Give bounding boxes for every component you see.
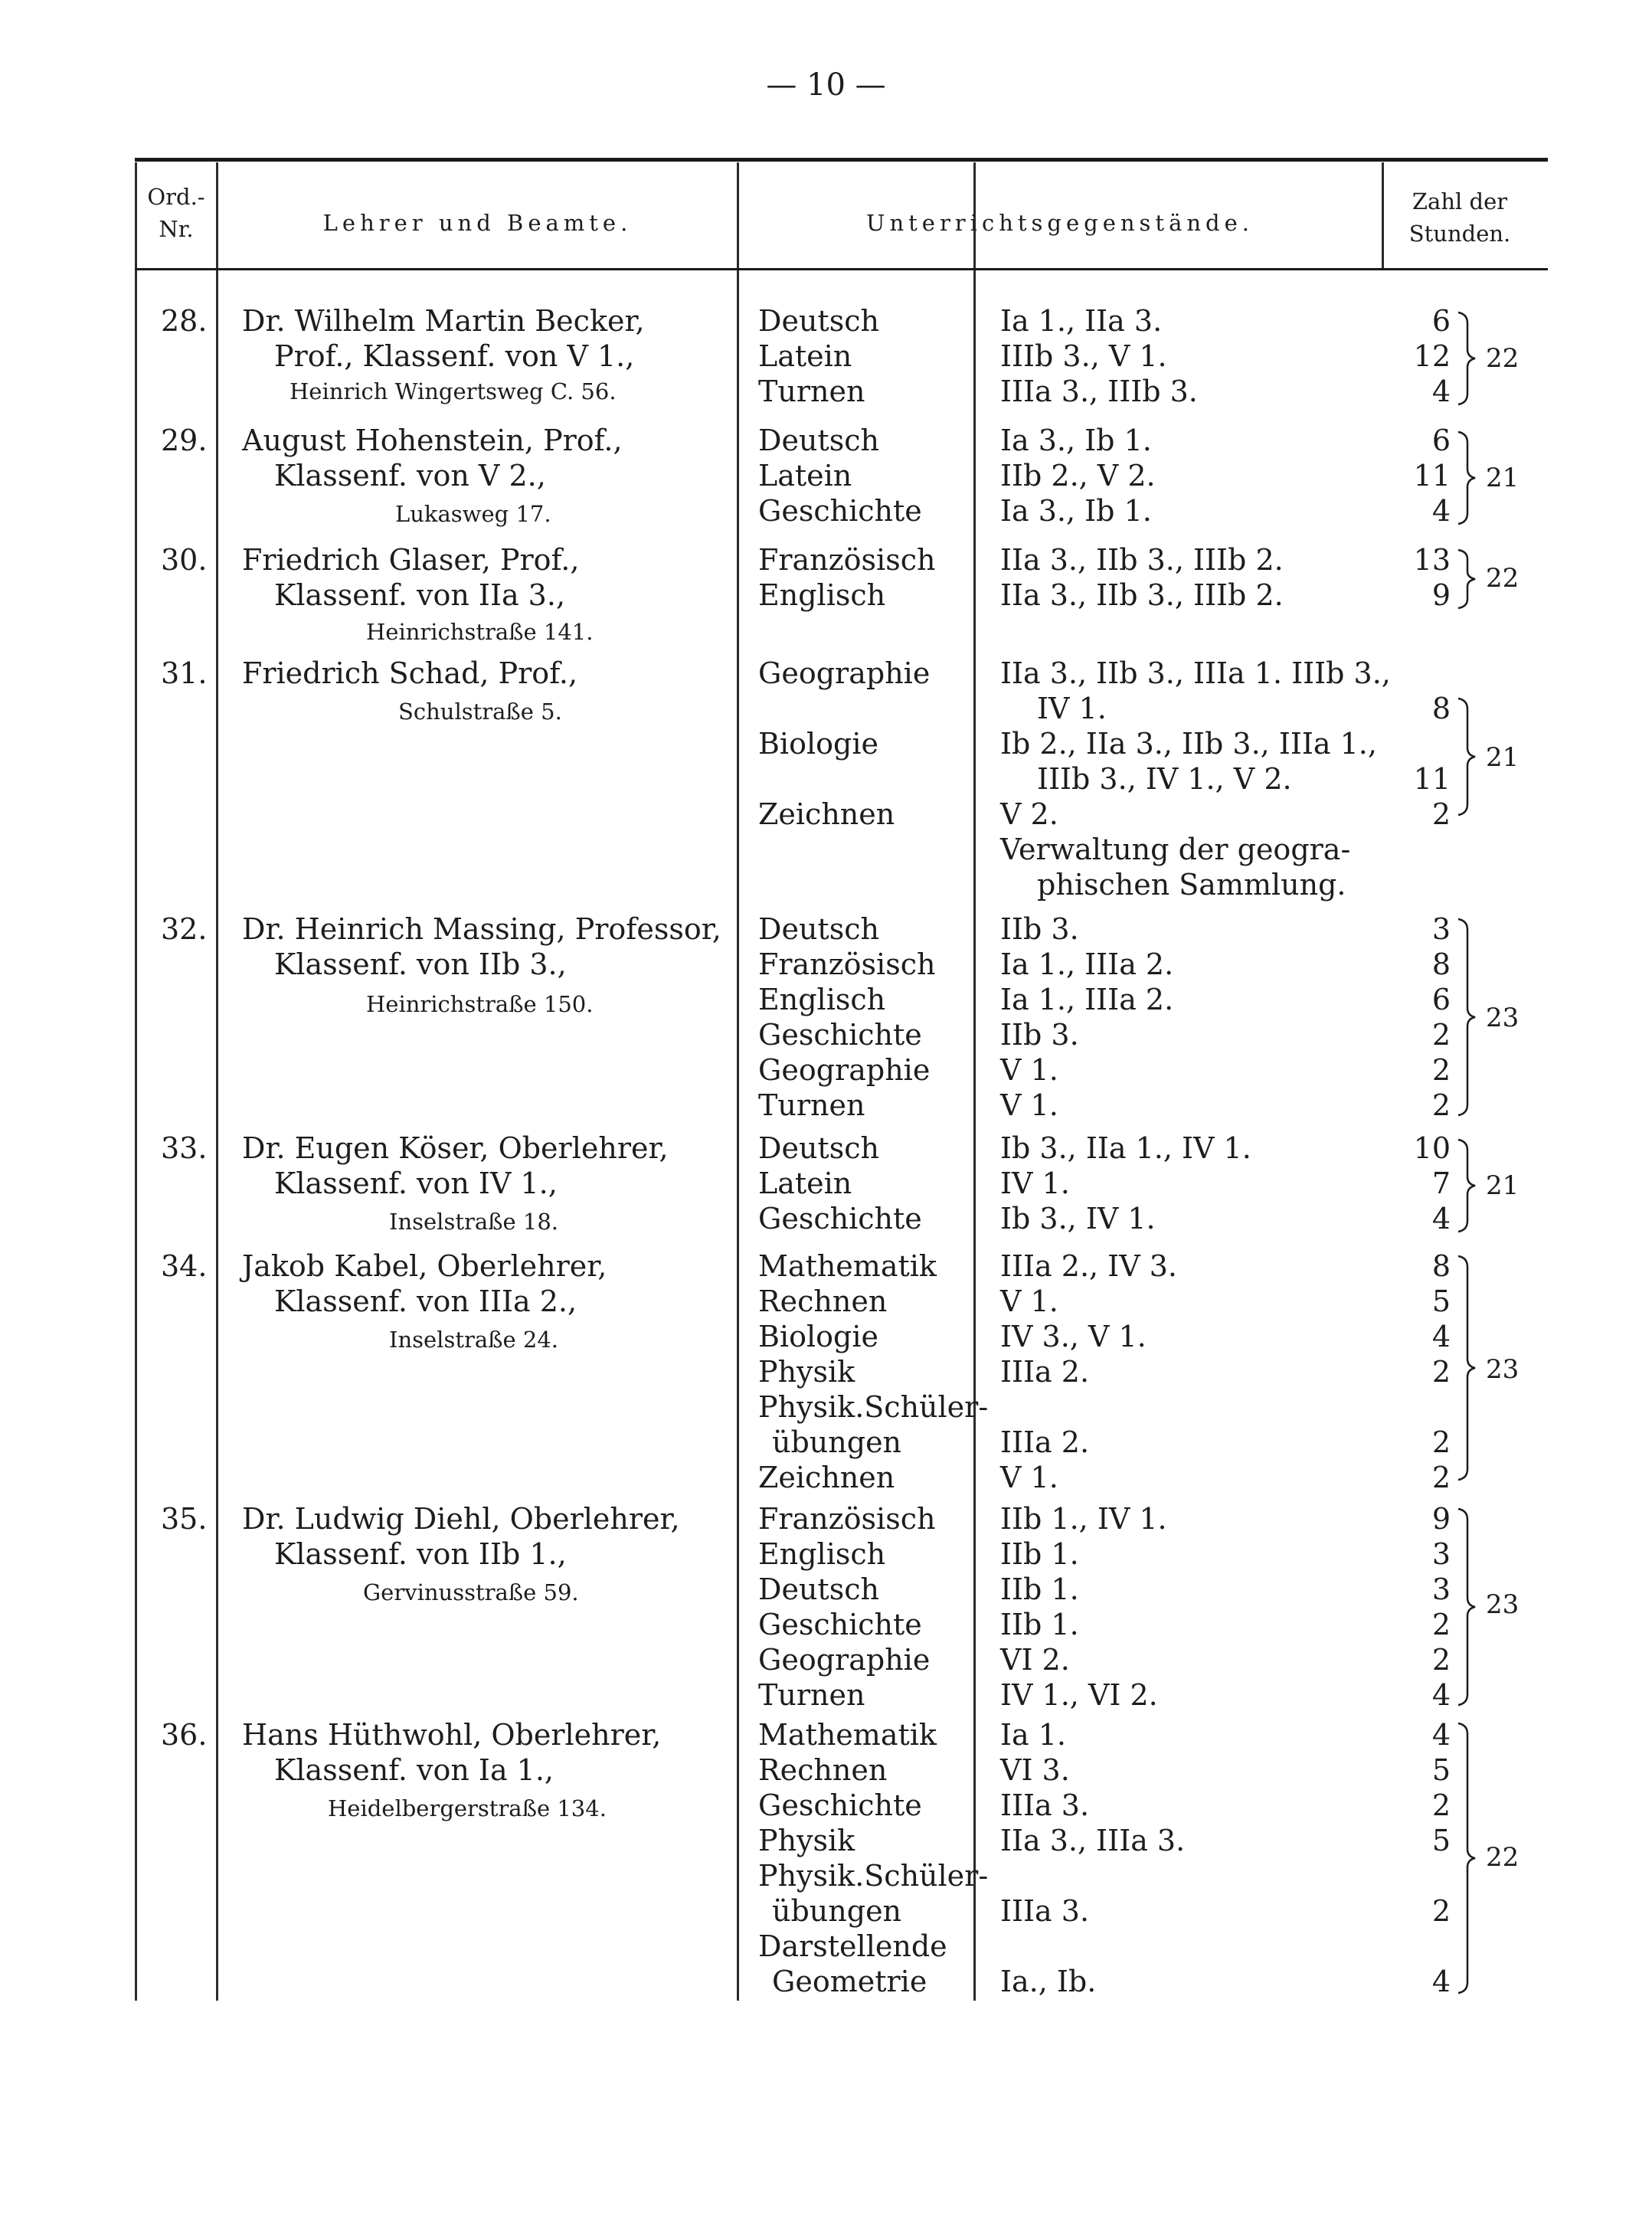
- total-hours: 23: [1486, 1003, 1520, 1033]
- teacher-address: Inselstraße 24.: [389, 1327, 559, 1353]
- page-number: — 10 —: [766, 67, 886, 103]
- hours: 12: [1413, 339, 1451, 373]
- entry-number: 35.: [161, 1502, 208, 1536]
- classes: Ia 1., IIIa 2.: [1000, 947, 1174, 981]
- teacher-title: Klassenf. von Ia 1.,: [274, 1753, 554, 1787]
- hours: 2: [1431, 1053, 1451, 1087]
- subject: Geographie: [758, 656, 931, 690]
- hours: 3: [1431, 912, 1451, 946]
- subject: Latein: [758, 459, 852, 493]
- teacher-title: Prof., Klassenf. von V 1.,: [274, 339, 635, 373]
- classes: V 1.: [1000, 1284, 1058, 1318]
- subject: Geographie: [758, 1643, 931, 1677]
- teacher-address: Gervinusstraße 59.: [363, 1579, 579, 1605]
- top-rule: [135, 158, 1548, 162]
- teacher-name: Dr. Wilhelm Martin Becker,: [242, 304, 645, 338]
- subject: Zeichnen: [758, 1461, 895, 1494]
- subject: Französisch: [758, 1502, 936, 1536]
- teacher-title: Klassenf. von IIIa 2.,: [274, 1284, 577, 1318]
- hours: 8: [1431, 692, 1451, 725]
- teacher-address: Heinrich Wingertsweg C. 56.: [290, 378, 617, 404]
- hours-brace: [1455, 1723, 1478, 1993]
- hours: 6: [1431, 983, 1451, 1016]
- header-ord-nr: [136, 181, 216, 245]
- entry-number: 33.: [161, 1131, 208, 1165]
- classes: IV 3., V 1.: [1000, 1320, 1147, 1353]
- total-hours: 22: [1486, 343, 1520, 374]
- hours: 5: [1431, 1824, 1451, 1857]
- subject: Biologie: [758, 727, 878, 761]
- teacher-title: Klassenf. von IIb 1.,: [274, 1537, 567, 1571]
- subject: Latein: [758, 1167, 852, 1200]
- subject: Englisch: [758, 983, 886, 1016]
- classes: Ia 3., Ib 1.: [1000, 494, 1152, 528]
- subject: Darstellende: [758, 1929, 947, 1963]
- hours: 7: [1431, 1167, 1451, 1200]
- classes: IIIa 2.: [1000, 1355, 1090, 1389]
- subject: Physik.Schüler-: [758, 1390, 989, 1424]
- note: Verwaltung der geogra-: [1000, 833, 1351, 866]
- hours: 9: [1431, 1502, 1451, 1536]
- teacher-name: Friedrich Glaser, Prof.,: [242, 543, 580, 577]
- column-divider-3: [973, 162, 976, 2001]
- hours: 2: [1431, 1355, 1451, 1389]
- subject: Deutsch: [758, 1572, 879, 1606]
- subject: Physik: [758, 1355, 855, 1389]
- classes: V 1.: [1000, 1088, 1058, 1122]
- classes: IIIb 3., IV 1., V 2.: [1037, 762, 1292, 796]
- classes: Ia 1., IIa 3.: [1000, 304, 1163, 338]
- subject: Physik.Schüler-: [758, 1859, 989, 1893]
- classes: IIIa 3.: [1000, 1788, 1090, 1822]
- teacher-name: Jakob Kabel, Oberlehrer,: [242, 1249, 607, 1283]
- classes: Ib 3., IIa 1., IV 1.: [1000, 1131, 1251, 1165]
- classes: IIIa 3.: [1000, 1894, 1090, 1928]
- total-hours: 22: [1486, 563, 1520, 594]
- hours: 4: [1431, 494, 1451, 528]
- teacher-address: Heidelbergerstraße 134.: [328, 1795, 607, 1821]
- hours: 8: [1431, 1249, 1451, 1283]
- total-hours: 21: [1486, 463, 1520, 493]
- subject: Geschichte: [758, 1788, 922, 1822]
- subject: Mathematik: [758, 1249, 937, 1283]
- subject: Englisch: [758, 1537, 886, 1571]
- teacher-address: Heinrichstraße 150.: [366, 991, 594, 1017]
- total-hours: 23: [1486, 1354, 1520, 1385]
- note: phischen Sammlung.: [1037, 868, 1346, 902]
- hours-brace: [1455, 1509, 1478, 1705]
- teacher-title: Klassenf. von IIa 3.,: [274, 578, 566, 612]
- hours: 4: [1431, 1678, 1451, 1712]
- classes: IV 1.: [1000, 1167, 1070, 1200]
- entry-number: 30.: [161, 543, 208, 577]
- hours: 11: [1413, 762, 1451, 796]
- subject: Deutsch: [758, 304, 879, 338]
- hours-brace: [1455, 432, 1478, 524]
- subject: übungen: [772, 1894, 902, 1928]
- classes: IIa 3., IIb 3., IIIb 2.: [1000, 578, 1284, 612]
- subject: Mathematik: [758, 1718, 937, 1752]
- table-border-left: [135, 162, 137, 2001]
- header-ord-line2: Nr.: [159, 216, 194, 242]
- classes: V 1.: [1000, 1053, 1058, 1087]
- hours: 8: [1431, 947, 1451, 981]
- subject: Turnen: [758, 1678, 865, 1712]
- entry-number: 29.: [161, 424, 208, 457]
- classes: IIIa 3., IIIb 3.: [1000, 375, 1198, 408]
- hours: 5: [1431, 1284, 1451, 1318]
- total-hours: 21: [1486, 1170, 1520, 1201]
- total-hours: 21: [1486, 742, 1520, 773]
- classes: V 1.: [1000, 1461, 1058, 1494]
- subject: Turnen: [758, 375, 865, 408]
- hours: 4: [1431, 1965, 1451, 1998]
- classes: Ib 2., IIa 3., IIb 3., IIIa 1.,: [1000, 727, 1377, 761]
- hours: 10: [1413, 1131, 1451, 1165]
- subject: Deutsch: [758, 1131, 879, 1165]
- header-subjects: Unterrichtsgegenstände.: [866, 210, 1254, 236]
- classes: IIb 3.: [1000, 1018, 1079, 1052]
- column-divider-1: [216, 162, 218, 2001]
- subject: Geometrie: [772, 1965, 927, 1998]
- classes: VI 3.: [1000, 1753, 1070, 1787]
- subject: Zeichnen: [758, 797, 895, 831]
- teacher-name: August Hohenstein, Prof.,: [242, 424, 623, 457]
- hours: 13: [1413, 543, 1451, 577]
- header-teachers: Lehrer und Beamte.: [322, 210, 633, 236]
- classes: IIb 1.: [1000, 1608, 1079, 1641]
- subject: Latein: [758, 339, 852, 373]
- classes: IIIa 2., IV 3.: [1000, 1249, 1177, 1283]
- total-hours: 23: [1486, 1589, 1520, 1620]
- classes: IIb 1.: [1000, 1572, 1079, 1606]
- subject: Geschichte: [758, 1608, 922, 1641]
- total-hours: 22: [1486, 1842, 1520, 1873]
- hours: 9: [1431, 578, 1451, 612]
- hours: 2: [1431, 1425, 1451, 1459]
- column-divider-2: [737, 162, 739, 2001]
- subject: Rechnen: [758, 1753, 888, 1787]
- classes: Ia., Ib.: [1000, 1965, 1097, 1998]
- teacher-name: Dr. Eugen Köser, Oberlehrer,: [242, 1131, 669, 1165]
- hours: 3: [1431, 1537, 1451, 1571]
- entry-number: 34.: [161, 1249, 208, 1283]
- hours: 4: [1431, 1718, 1451, 1752]
- entry-number: 28.: [161, 304, 208, 338]
- hours: 2: [1431, 1088, 1451, 1122]
- classes: IV 1., VI 2.: [1000, 1678, 1158, 1712]
- teacher-name: Friedrich Schad, Prof.,: [242, 656, 578, 690]
- classes: Ia 3., Ib 1.: [1000, 424, 1152, 457]
- header-hours: [1383, 185, 1536, 250]
- hours: 2: [1431, 1018, 1451, 1052]
- hours: 4: [1431, 1202, 1451, 1235]
- hours-brace: [1455, 699, 1478, 815]
- teacher-address: Lukasweg 17.: [395, 501, 551, 527]
- hours-brace: [1455, 550, 1478, 608]
- hours: 4: [1431, 375, 1451, 408]
- hours: 2: [1431, 1461, 1451, 1494]
- hours: 2: [1431, 1894, 1451, 1928]
- classes: IV 1.: [1037, 692, 1107, 725]
- hours: 2: [1431, 797, 1451, 831]
- classes: IIb 1.: [1000, 1537, 1079, 1571]
- hours: 3: [1431, 1572, 1451, 1606]
- classes: IIIb 3., V 1.: [1000, 339, 1167, 373]
- subject: Geschichte: [758, 494, 922, 528]
- teacher-address: Inselstraße 18.: [389, 1209, 559, 1235]
- entry-number: 36.: [161, 1718, 208, 1752]
- hours: 2: [1431, 1788, 1451, 1822]
- classes: IIb 1., IV 1.: [1000, 1502, 1167, 1536]
- classes: IIa 3., IIIa 3.: [1000, 1824, 1186, 1857]
- subject: Deutsch: [758, 424, 879, 457]
- subject: übungen: [772, 1425, 902, 1459]
- hours: 2: [1431, 1608, 1451, 1641]
- classes: IIa 3., IIb 3., IIIa 1. IIIb 3.,: [1000, 656, 1391, 690]
- classes: IIIa 2.: [1000, 1425, 1090, 1459]
- hours-brace: [1455, 1140, 1478, 1232]
- hours-brace: [1455, 313, 1478, 404]
- hours-brace: [1455, 919, 1478, 1115]
- subject: Deutsch: [758, 912, 879, 946]
- subject: Turnen: [758, 1088, 865, 1122]
- teacher-name: Dr. Heinrich Massing, Professor,: [242, 912, 721, 946]
- header-rule: [135, 268, 1548, 270]
- teacher-address: Schulstraße 5.: [398, 699, 562, 725]
- subject: Rechnen: [758, 1284, 888, 1318]
- subject: Englisch: [758, 578, 886, 612]
- classes: IIb 2., V 2.: [1000, 459, 1156, 493]
- hours-brace: [1455, 1256, 1478, 1480]
- subject: Geographie: [758, 1053, 931, 1087]
- subject: Geschichte: [758, 1018, 922, 1052]
- classes: IIa 3., IIb 3., IIIb 2.: [1000, 543, 1284, 577]
- subject: Physik: [758, 1824, 855, 1857]
- hours: 5: [1431, 1753, 1451, 1787]
- hours: 6: [1431, 304, 1451, 338]
- hours: 2: [1431, 1643, 1451, 1677]
- header-hours-line2: Stunden.: [1408, 221, 1511, 247]
- teacher-name: Dr. Ludwig Diehl, Oberlehrer,: [242, 1502, 680, 1536]
- classes: IIb 3.: [1000, 912, 1079, 946]
- subject: Biologie: [758, 1320, 878, 1353]
- hours: 6: [1431, 424, 1451, 457]
- header-hours-line1: Zahl der: [1412, 188, 1508, 214]
- entry-number: 31.: [161, 656, 208, 690]
- classes: Ia 1., IIIa 2.: [1000, 983, 1174, 1016]
- subject: Französisch: [758, 543, 936, 577]
- teacher-title: Klassenf. von IIb 3.,: [274, 947, 567, 981]
- hours: 11: [1413, 459, 1451, 493]
- entry-number: 32.: [161, 912, 208, 946]
- header-ord-line1: Ord.-: [147, 184, 205, 210]
- classes: Ia 1.: [1000, 1718, 1067, 1752]
- teacher-title: Klassenf. von IV 1.,: [274, 1167, 558, 1200]
- classes: Ib 3., IV 1.: [1000, 1202, 1156, 1235]
- hours: 4: [1431, 1320, 1451, 1353]
- teacher-name: Hans Hüthwohl, Oberlehrer,: [242, 1718, 662, 1752]
- classes: VI 2.: [1000, 1643, 1070, 1677]
- classes: V 2.: [1000, 797, 1058, 831]
- subject: Französisch: [758, 947, 936, 981]
- subject: Geschichte: [758, 1202, 922, 1235]
- teacher-address: Heinrichstraße 141.: [366, 619, 594, 645]
- teacher-title: Klassenf. von V 2.,: [274, 459, 546, 493]
